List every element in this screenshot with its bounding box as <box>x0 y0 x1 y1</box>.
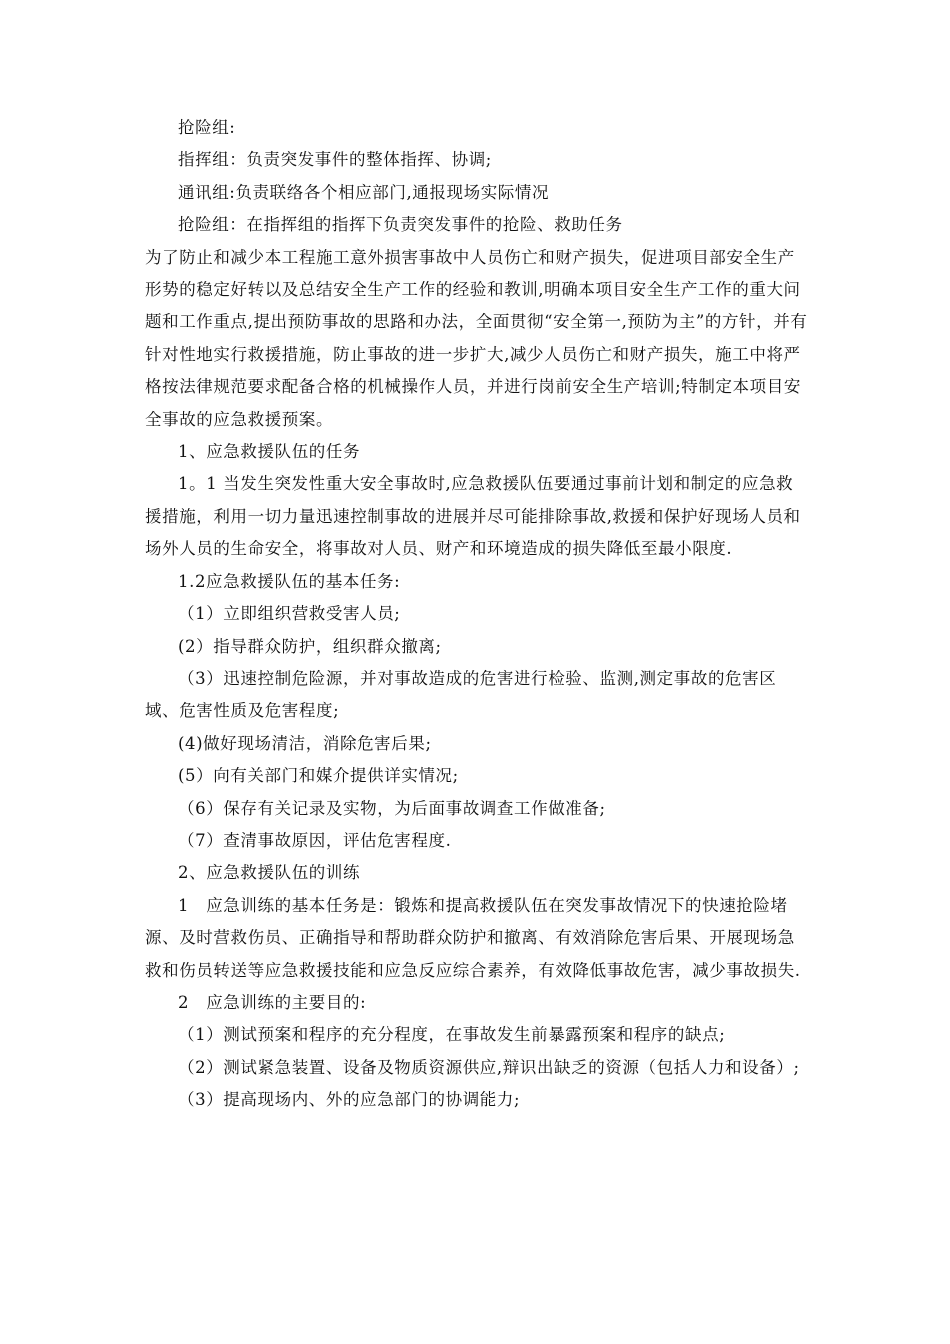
document-paragraph: 抢险组：在指挥组的指挥下负责突发事件的抢险、救助任务 <box>178 215 623 235</box>
document-paragraph: 指挥组：负责突发事件的整体指挥、协调; <box>178 150 492 170</box>
document-paragraph: （3）迅速控制危险源，并对事故造成的危害进行检验、监测,测定事故的危害区域、危害性质及危害程度; <box>145 668 777 721</box>
document-paragraph: 抢险组: <box>178 118 236 137</box>
document-paragraph: 1.2应急救援队伍的基本任务: <box>178 571 401 591</box>
document-paragraph: 1。1 当发生突发性重大安全事故时,应急救援队伍要通过事前计划和制定的应急救援措施，利用一切力量迅速控制事故的进展并尽可能排除事故,救援和保护好现场人员和场外人员的生命安全，将事故对人员、财产和环境造成的损失降低至最小限度. <box>145 474 801 559</box>
document-paragraph: （7）查清事故原因，评估危害程度. <box>178 830 452 850</box>
document-paragraph: 为了防止和减少本工程施工意外损害事故中人员伤亡和财产损失，促进项目部安全生产形势的稳定好转以及总结安全生产工作的经验和教训,明确本项目安全生产工作的重大问题和工作重点,提出预防事故的思路和办法，全面贯彻“安全第一,预防为主”的方针，并有针对性地实行救援措施，防止事故的进一步扩大,减少人员伤亡和财产损失，施工中将严格按法律规范要求配备合格的机械操作人员，并进行岗前安全生产培训;特制定本项目安全事故的应急救援预案。 <box>145 247 808 429</box>
document-paragraph: 2 应急训练的主要目的: <box>178 992 367 1012</box>
document-paragraph: 1 应急训练的基本任务是：锻炼和提高救援队伍在突发事故情况下的快速抢险堵源、及时营救伤员、正确指导和帮助群众防护和撤离、有效消除危害后果、开展现场急救和伤员转送等应急救援技能和应急反应综合素养，有效降低事故危害，减少事故损失. <box>145 895 801 980</box>
document-paragraph: （1）测试预案和程序的充分程度，在事故发生前暴露预案和程序的缺点; <box>178 1025 726 1045</box>
document-paragraph: （3）提高现场内、外的应急部门的协调能力; <box>178 1090 521 1110</box>
document-paragraph: （6）保存有关记录及实物，为后面事故调查工作做准备; <box>178 798 606 818</box>
document-paragraph: (2）指导群众防护，组织群众撤离; <box>178 636 442 656</box>
document-paragraph: 1、应急救援队伍的任务 <box>178 442 361 462</box>
document-paragraph: （2）测试紧急装置、设备及物质资源供应,辩识出缺乏的资源（包括人力和设备）; <box>178 1057 800 1077</box>
document-paragraph: (5）向有关部门和媒介提供详实情况; <box>178 766 459 786</box>
document-paragraph: （1）立即组织营救受害人员; <box>178 604 401 624</box>
document-body <box>145 112 810 1117</box>
document-paragraph: 通讯组:负责联络各个相应部门,通报现场实际情况 <box>178 182 550 202</box>
document-paragraph: (4)做好现场清洁，消除危害后果; <box>178 733 432 753</box>
document-paragraph: 2、应急救援队伍的训练 <box>178 863 361 883</box>
